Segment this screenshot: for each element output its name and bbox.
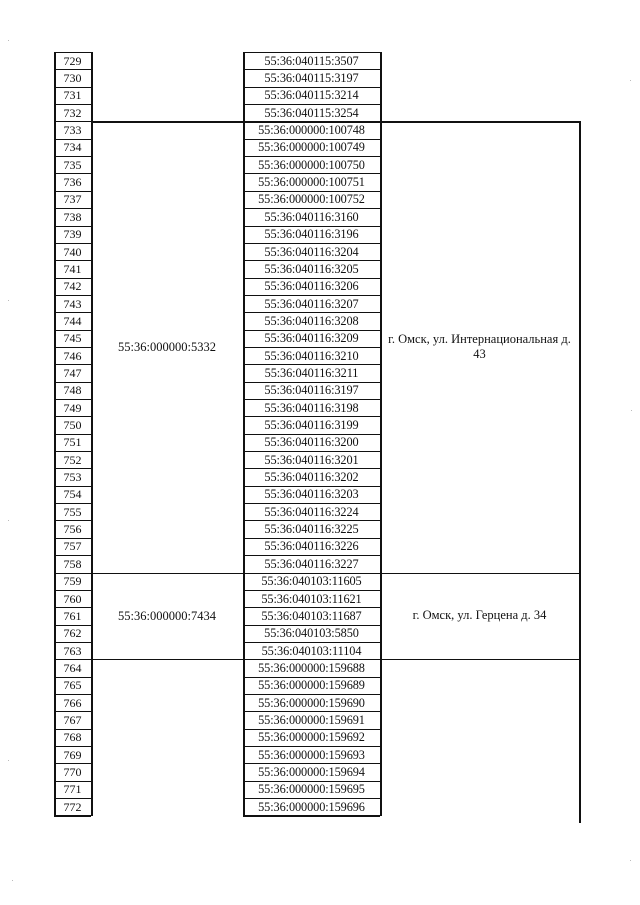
row-rule [54, 278, 91, 279]
row-rule [243, 590, 380, 591]
row-number: 738 [63, 209, 82, 224]
row-number: 761 [63, 608, 82, 623]
row-rule [54, 538, 91, 539]
address: г. Омск, ул. Герцена д. 34 [412, 608, 547, 623]
cadastral-number: 55:36:040116:3211 [264, 365, 359, 380]
row-rule [54, 590, 91, 591]
row-number: 741 [63, 261, 82, 276]
row-rule [243, 520, 380, 521]
cadastral-number: 55:36:040103:11621 [261, 591, 362, 606]
row-number: 768 [63, 730, 82, 745]
row-rule [54, 156, 91, 157]
row-rule [243, 815, 380, 816]
row-number: 772 [63, 799, 82, 814]
cadastral-number: 55:36:000000:100750 [258, 157, 365, 172]
column-rule [54, 52, 56, 816]
row-number: 730 [63, 71, 82, 86]
row-number: 749 [63, 400, 82, 415]
row-rule [243, 330, 380, 331]
row-rule [54, 191, 91, 192]
row-number: 743 [63, 296, 82, 311]
row-number: 770 [63, 765, 82, 780]
cadastral-number: 55:36:040116:3227 [264, 556, 359, 571]
row-number: 737 [63, 192, 82, 207]
cadastral-number: 55:36:000000:159694 [258, 765, 365, 780]
cadastral-number: 55:36:040115:3507 [264, 53, 359, 68]
row-rule [54, 781, 91, 782]
row-rule [54, 798, 91, 799]
row-rule [243, 677, 380, 678]
row-rule [54, 121, 91, 122]
row-rule [54, 815, 91, 816]
row-number: 755 [63, 504, 82, 519]
row-number: 745 [63, 331, 82, 346]
row-number: 763 [63, 643, 82, 658]
row-rule [54, 607, 91, 608]
row-number: 747 [63, 365, 82, 380]
row-number: 752 [63, 452, 82, 467]
cadastral-number: 55:36:040103:11605 [261, 574, 362, 589]
row-number: 757 [63, 539, 82, 554]
row-rule [243, 364, 380, 365]
row-rule [243, 798, 380, 799]
row-rule [54, 573, 91, 574]
cadastral-number: 55:36:040116:3202 [264, 470, 359, 485]
cadastral-number: 55:36:040116:3198 [264, 400, 359, 415]
cadastral-number: 55:36:000000:159692 [258, 730, 365, 745]
row-number: 736 [63, 175, 82, 190]
row-rule [243, 642, 380, 643]
column-rule [243, 52, 245, 816]
row-rule [54, 763, 91, 764]
row-number: 762 [63, 626, 82, 641]
row-rule [54, 555, 91, 556]
row-number: 734 [63, 140, 82, 155]
row-rule [54, 69, 91, 70]
row-number: 760 [63, 591, 82, 606]
row-rule [54, 625, 91, 626]
cadastral-number: 55:36:000000:159689 [258, 678, 365, 693]
row-rule [54, 659, 91, 660]
row-rule [54, 87, 91, 88]
row-rule [54, 382, 91, 383]
cadastral-number: 55:36:040116:3206 [264, 279, 359, 294]
cadastral-number: 55:36:000000:159691 [258, 712, 365, 727]
row-number: 740 [63, 244, 82, 259]
row-number: 767 [63, 712, 82, 727]
scan-speck [8, 40, 9, 41]
row-rule [243, 87, 380, 88]
row-rule [243, 416, 380, 417]
cadastral-number: 55:36:040116:3199 [264, 418, 359, 433]
row-rule [54, 416, 91, 417]
row-number: 729 [63, 53, 82, 68]
row-rule [54, 711, 91, 712]
row-rule [54, 677, 91, 678]
row-rule [54, 208, 91, 209]
row-rule [243, 191, 380, 192]
row-rule [54, 243, 91, 244]
scan-speck [12, 880, 13, 881]
row-rule [54, 434, 91, 435]
row-number: 751 [63, 435, 82, 450]
cadastral-number: 55:36:000000:159696 [258, 799, 365, 814]
cadastral-number: 55:36:040116:3203 [264, 487, 359, 502]
row-rule [243, 278, 380, 279]
row-rule [243, 173, 380, 174]
row-rule [243, 69, 380, 70]
cadastral-number: 55:36:040103:11104 [261, 643, 362, 658]
cadastral-number: 55:36:040116:3200 [264, 435, 359, 450]
column-rule [380, 52, 382, 816]
row-rule [243, 347, 380, 348]
row-number: 731 [63, 88, 82, 103]
row-number: 758 [63, 556, 82, 571]
row-rule [54, 52, 91, 53]
row-rule [54, 139, 91, 140]
cadastral-number: 55:36:000000:100752 [258, 192, 365, 207]
row-rule [243, 156, 380, 157]
cadastral-number: 55:36:040116:3196 [264, 227, 359, 242]
row-rule [243, 226, 380, 227]
cadastral-number: 55:36:000000:159693 [258, 747, 365, 762]
row-rule [243, 746, 380, 747]
row-rule [54, 486, 91, 487]
cadastral-number: 55:36:040116:3208 [264, 313, 359, 328]
scan-speck [631, 410, 632, 411]
row-rule [54, 104, 91, 105]
row-rule [243, 260, 380, 261]
cadastral-number: 55:36:040115:3254 [264, 105, 359, 120]
row-number: 739 [63, 227, 82, 242]
row-number: 769 [63, 747, 82, 762]
row-rule [243, 538, 380, 539]
cadastral-number: 55:36:000000:159690 [258, 695, 365, 710]
cadastral-number: 55:36:040116:3226 [264, 539, 359, 554]
row-number: 753 [63, 470, 82, 485]
column-rule [579, 121, 581, 823]
row-rule [54, 642, 91, 643]
row-number: 746 [63, 348, 82, 363]
scan-speck [630, 80, 631, 81]
row-rule [243, 781, 380, 782]
row-rule [54, 520, 91, 521]
row-number: 771 [63, 782, 82, 797]
scan-speck [630, 860, 631, 861]
cadastral-number: 55:36:000000:100748 [258, 123, 365, 138]
cadastral-number: 55:36:040115:3197 [264, 71, 359, 86]
cadastral-number: 55:36:040103:5850 [264, 626, 359, 641]
parent-cadastral-number: 55:36:000000:7434 [118, 608, 216, 623]
row-rule [243, 295, 380, 296]
cadastral-number: 55:36:000000:159695 [258, 782, 365, 797]
row-rule [54, 451, 91, 452]
row-rule [54, 173, 91, 174]
scan-speck [8, 760, 9, 761]
cadastral-number: 55:36:040116:3201 [264, 452, 359, 467]
row-rule [54, 312, 91, 313]
row-rule [243, 607, 380, 608]
row-rule [243, 312, 380, 313]
scan-speck [8, 520, 9, 521]
row-rule [243, 711, 380, 712]
cadastral-number: 55:36:040116:3197 [264, 383, 359, 398]
row-rule [54, 729, 91, 730]
cadastral-number: 55:36:040116:3160 [264, 209, 359, 224]
row-rule [243, 399, 380, 400]
row-rule [243, 694, 380, 695]
row-rule [54, 347, 91, 348]
column-rule [91, 52, 93, 816]
row-number: 764 [63, 660, 82, 675]
row-rule [243, 625, 380, 626]
row-rule [243, 486, 380, 487]
row-number: 732 [63, 105, 82, 120]
row-rule [243, 382, 380, 383]
cadastral-number: 55:36:040116:3207 [264, 296, 359, 311]
row-rule [54, 330, 91, 331]
cadastral-number: 55:36:040116:3205 [264, 261, 359, 276]
cadastral-number: 55:36:040116:3209 [264, 331, 359, 346]
row-number: 748 [63, 383, 82, 398]
row-number: 742 [63, 279, 82, 294]
row-rule [54, 468, 91, 469]
row-number: 765 [63, 678, 82, 693]
row-number: 759 [63, 574, 82, 589]
row-rule [54, 226, 91, 227]
row-number: 756 [63, 522, 82, 537]
cadastral-number: 55:36:040116:3210 [264, 348, 359, 363]
row-rule [243, 104, 380, 105]
group-divider [91, 659, 580, 660]
cadastral-number: 55:36:040116:3225 [264, 522, 359, 537]
row-rule [54, 260, 91, 261]
row-number: 750 [63, 418, 82, 433]
row-rule [243, 434, 380, 435]
row-rule [243, 763, 380, 764]
row-rule [243, 555, 380, 556]
scan-speck [8, 300, 9, 301]
row-rule [243, 243, 380, 244]
row-rule [243, 139, 380, 140]
cadastral-number: 55:36:040116:3204 [264, 244, 359, 259]
row-rule [243, 208, 380, 209]
row-rule [243, 468, 380, 469]
row-number: 766 [63, 695, 82, 710]
row-rule [54, 295, 91, 296]
row-rule [54, 364, 91, 365]
row-rule [243, 451, 380, 452]
cadastral-number: 55:36:040116:3224 [264, 504, 359, 519]
row-rule [54, 694, 91, 695]
cadastral-number: 55:36:040103:11687 [261, 608, 362, 623]
row-rule [243, 503, 380, 504]
cadastral-number: 55:36:000000:100749 [258, 140, 365, 155]
cadastral-number: 55:36:040115:3214 [264, 88, 359, 103]
parent-cadastral-number: 55:36:000000:5332 [118, 339, 216, 354]
row-rule [54, 399, 91, 400]
row-number: 754 [63, 487, 82, 502]
row-number: 744 [63, 313, 82, 328]
row-rule [54, 503, 91, 504]
row-number: 733 [63, 123, 82, 138]
cadastral-number: 55:36:000000:100751 [258, 175, 365, 190]
row-rule [54, 746, 91, 747]
address: г. Омск, ул. Интернациональная д. 43 [388, 331, 571, 361]
row-rule [243, 52, 380, 53]
row-rule [243, 729, 380, 730]
row-number: 735 [63, 157, 82, 172]
cadastral-number: 55:36:000000:159688 [258, 660, 365, 675]
